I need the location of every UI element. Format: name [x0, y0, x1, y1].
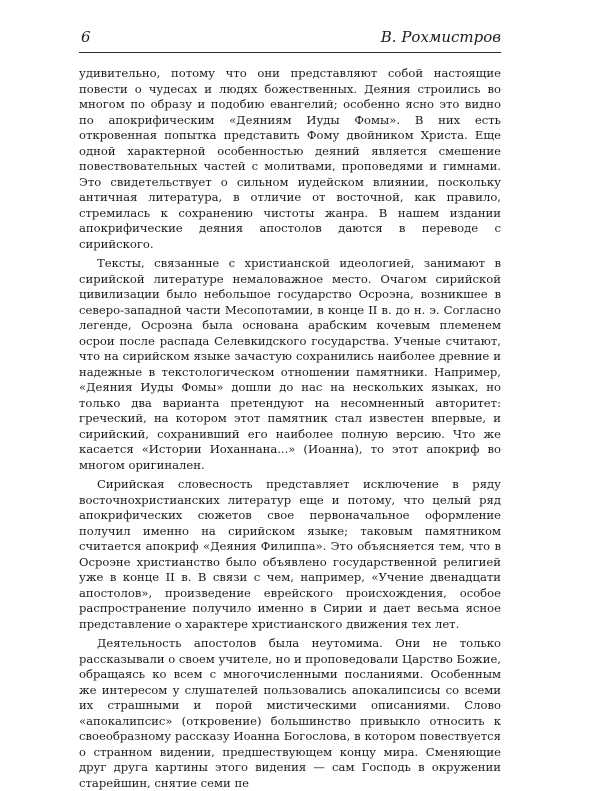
paragraph: удивительно, потому что они представляют собой настоящие повести о чудесах и людях божественных. Деяния строились во многом по образу и подобию евангелий; особенно ясно это видно по апокрифическим «Деяниям Иуды Фомы». В них есть откровенная попытка представить Фому двойником Христа. Еще одной характерной особенностью деяний является смешение повествовательных частей с молитвами, проповедями и гимнами. Это свидетельствует о сильном иудейском влиянии, поскольку античная литература, в отличие от восточной, как правило, стремилась к сохранению чистоты жанра. В нашем издании апокрифические деяния апостолов даются в переводе с сирийского. — [79, 66, 501, 251]
paragraph: Сирийская словесность представляет исключение в ряду восточнохристианских литератур еще и потому, что целый ряд апокрифических сюжетов свое первоначальное оформление получил именно на сирийском языке; таковым памятником считается апокриф «Деяния Филиппа». Это объясняется тем, что в Осроэне христианство было объявлено государственной религией уже в конце II в. В связи с чем, например, «Учение двенадцати апостолов», произведение еврейского происхождения, особое распространение получило именно в Сирии и дает весьма ясное представление о характере христианского движения тех лет. — [79, 477, 501, 631]
page-header — [79, 24, 501, 53]
paragraph: Деятельность апостолов была неутомима. Они не только рассказывали о своем учителе, но и проповедовали Царство Божие, обращаясь ко всем с многочисленными посланиями. Особенным же интересом у слушателей пользовались апокалипсисы со всеми их страшными и порой мистическими описаниями. Слово «апокалипсис» (откровение) большинство привыкло относить к своеобразному рассказу Иоанна Богослова, в котором повествуется о странном видении, предшествующем концу мира. Сменяющие друг друга картины этого видения — сам Господь в окружении старейшин, снятие семи пе — [79, 636, 501, 790]
paragraph: Тексты, связанные с христианской идеологией, занимают в сирийской литературе немаловажное место. Очагом сирийской цивилизации было небольшое государство Осроэна, возникшее в северо-западной части Месопотамии, в конце II в. до н. э. Согласно легенде, Осроэна была основана арабским кочевым племенем осрои после распада Селевкидского государства. Ученые считают, что на сирийском языке зачастую сохранились наиболее древние и надежные в текстологическом отношении памятники. Например, «Деяния Иуды Фомы» дошли до нас на нескольких языках, но только два варианта претендуют на несомненный авторитет: греческий, на котором этот памятник стал известен впервые, и сирийский, сохранивший его наиболее полную версию. Что же касается «Истории Иоханнана...» (Иоанна), то этот апокриф во многом оригинален. — [79, 256, 501, 472]
page-number: 6 — [81, 28, 91, 46]
running-head-author: В. Рохмистров — [380, 28, 501, 46]
body-text — [79, 66, 501, 791]
